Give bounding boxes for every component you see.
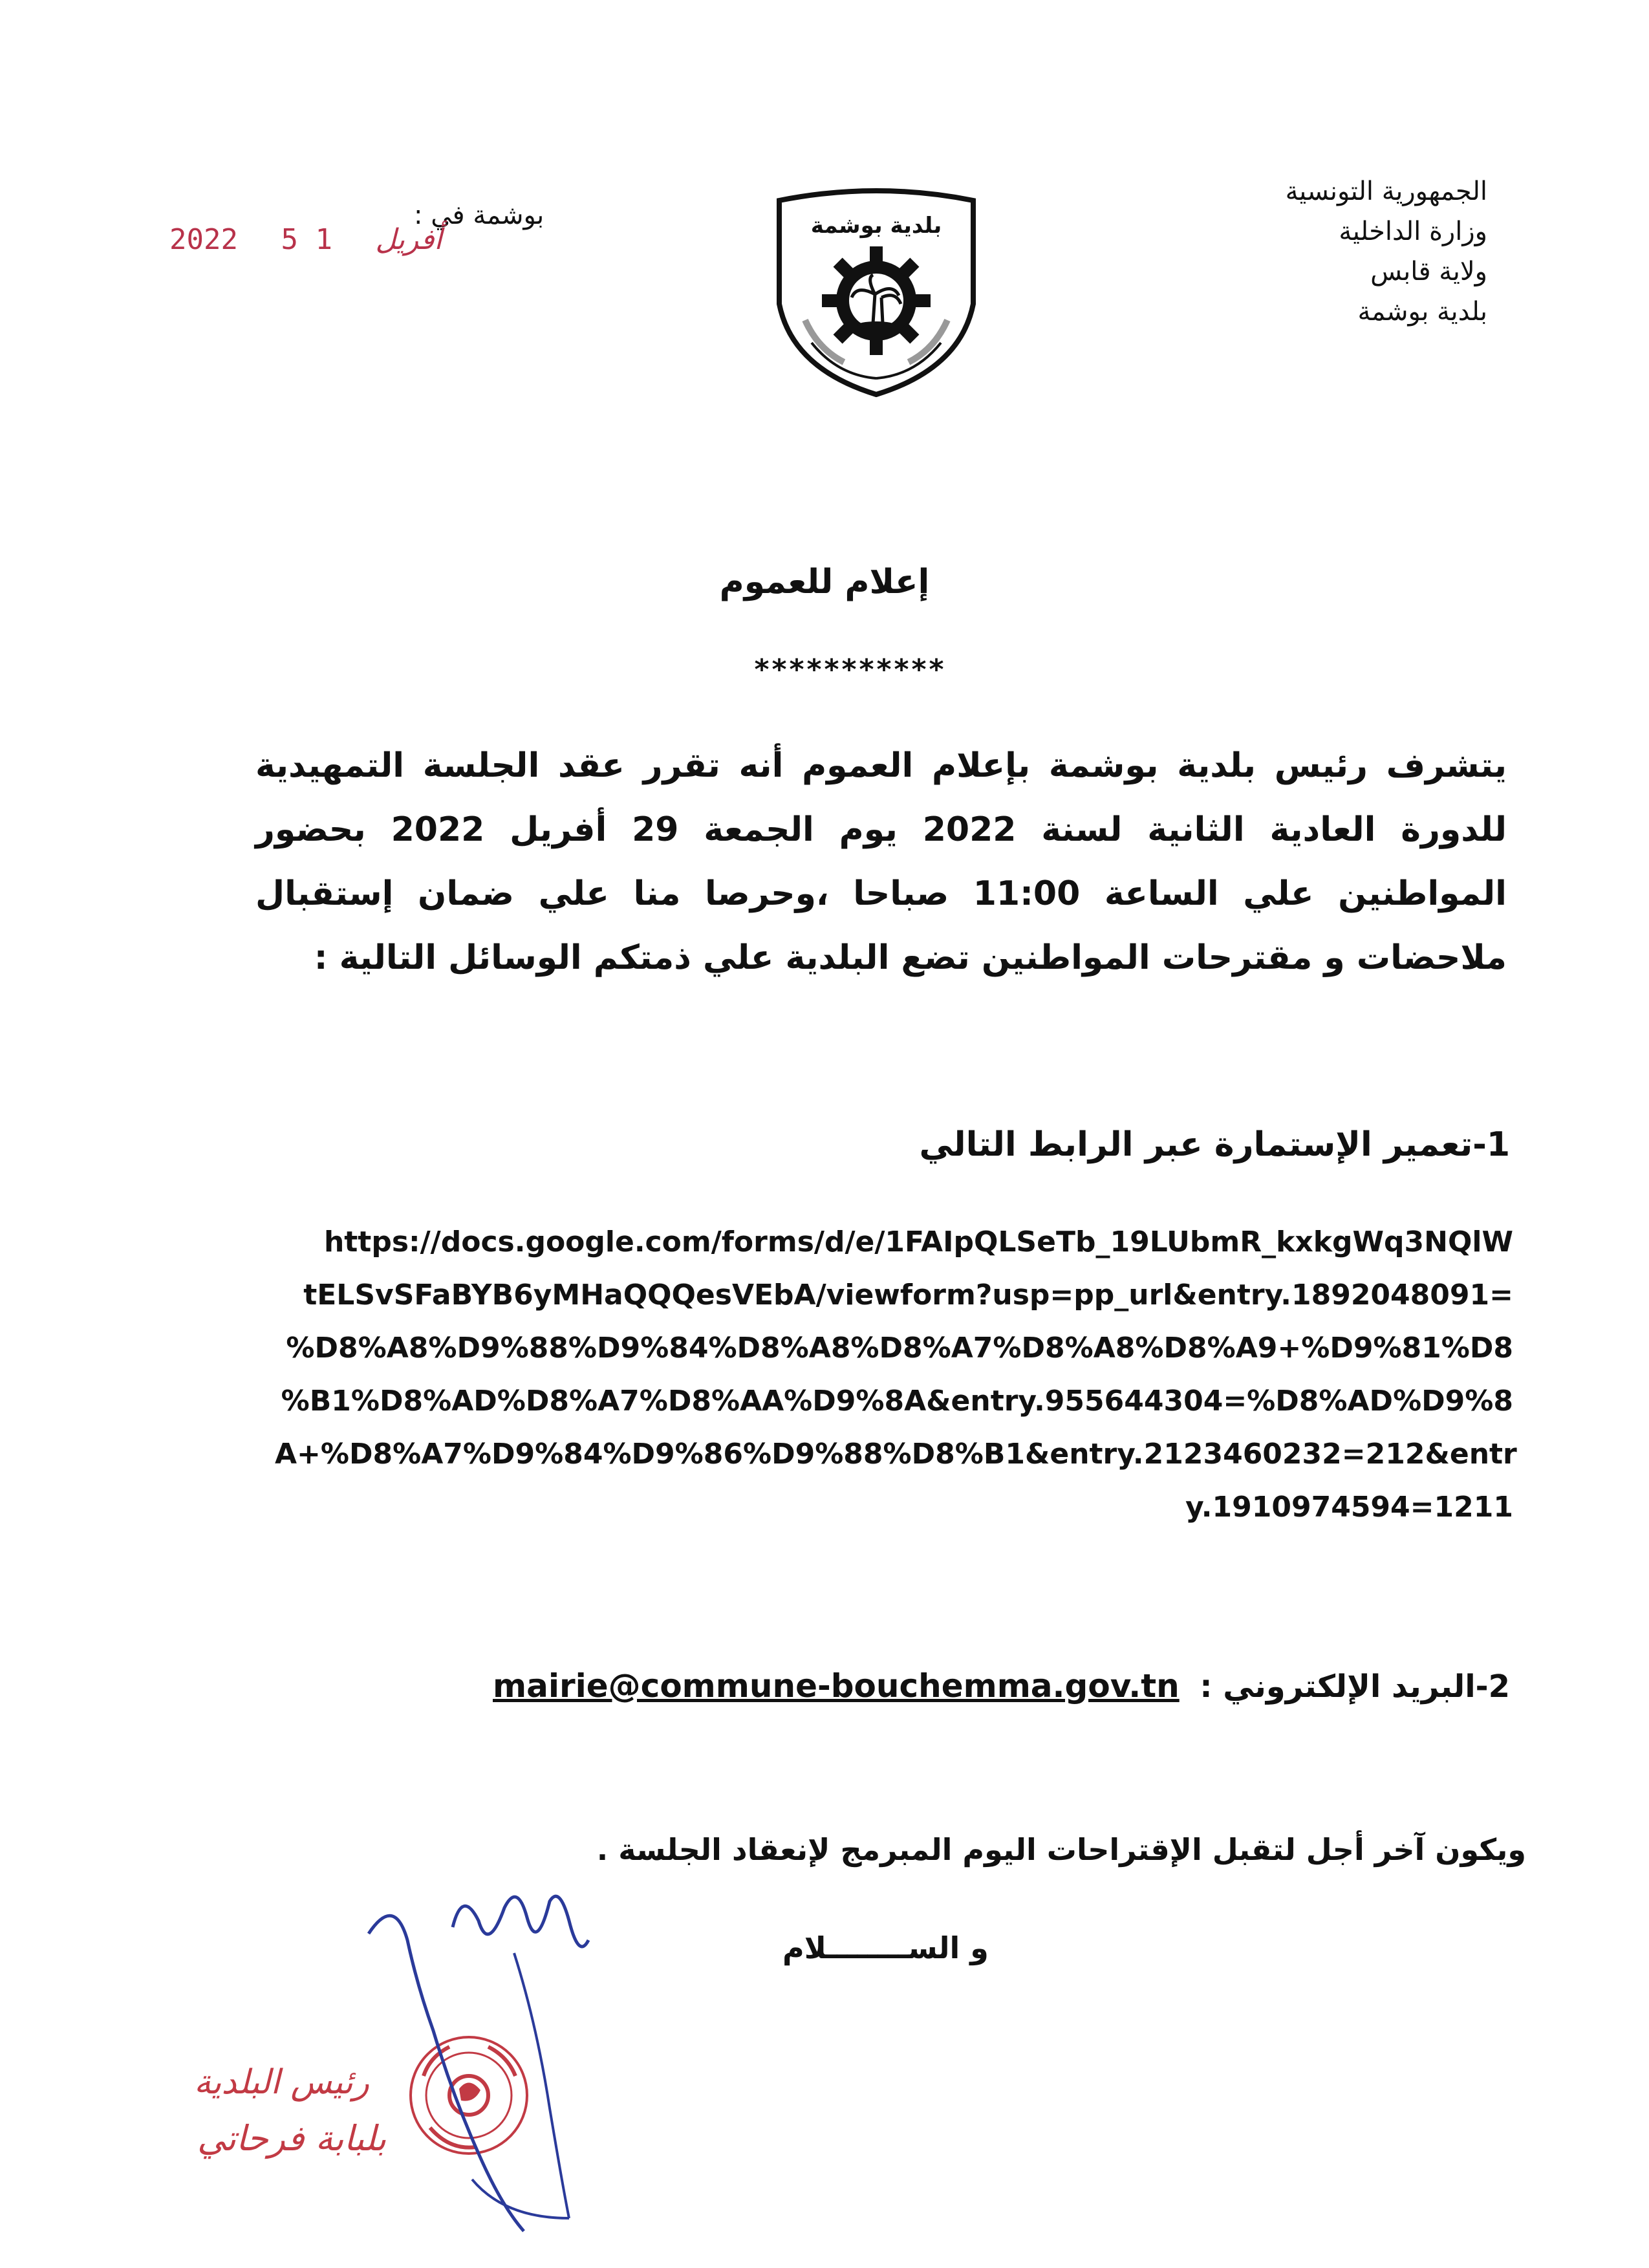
section1-heading: 1-تعمير الإستمارة عبر الرابط التالي [919, 1125, 1510, 1164]
form-link-line[interactable]: A+%D8%A7%D9%84%D9%86%D9%88%D8%B1&entry.2123460232=212&entr [275, 1438, 1517, 1471]
page-title: إعلام للعموم [719, 563, 930, 601]
date-stamp [169, 223, 468, 256]
header-line-ministry: وزارة الداخلية [1339, 217, 1487, 246]
header-line-governorate: ولاية قابس [1370, 257, 1487, 286]
form-link[interactable] [275, 1216, 1517, 1534]
header-line-republic: الجمهورية التونسية [1285, 177, 1487, 206]
form-link-line[interactable]: %D8%A8%D9%88%D9%84%D8%A8%D8%A7%D8%A8%D8%A9+%D9%81%D8 [286, 1332, 1513, 1365]
form-link-line[interactable]: %B1%D8%AD%D8%A7%D8%AA%D9%8A&entry.955644304=%D8%AD%D9%8 [281, 1385, 1513, 1418]
date-year: 2022 [169, 223, 238, 256]
form-link-line[interactable]: y.1910974594=1211 [1185, 1491, 1513, 1524]
municipality-logo [766, 188, 986, 401]
notice-body: يتشرف رئيس بلدية بوشمة بإعلام العموم أنه تقرر عقد الجلسة التمهيدية للدورة العادية الثانية لسنة 2022 يوم الجمعة 29 أفريل 2022 بحضور المواطنين علي الساعة 11:00 صباحا ،وحرصا منا علي ضمان إستقبال ملاحضات و مقترحات المواطنين تضع البلدية علي ذمتكم الوسائل التالية : [255, 746, 1507, 977]
section2-label: 2-البريد الإلكتروني : [1200, 1669, 1510, 1705]
signatory-name: بلبابة فرحاتي [197, 2118, 387, 2159]
date-day: 1 5 [281, 223, 332, 256]
handwritten-signature-icon [356, 1882, 601, 2244]
header-line-municipality: بلدية بوشمة [1357, 297, 1487, 327]
header-authority [1035, 171, 1487, 332]
form-link-line[interactable]: https://docs.google.com/forms/d/e/1FAIpQLSeTb_19LUbmR_kxkgWq3NQlW [323, 1226, 1513, 1258]
signatory-title: رئيس البلدية [194, 2063, 369, 2102]
date-month: أفريل [375, 223, 442, 256]
logo-text: بلدية بوشمة [810, 213, 942, 239]
deadline-note: ويكون آخر أجل لتقبل الإقتراحات اليوم المبرمج لإنعقاد الجلسة . [596, 1832, 1526, 1867]
date-label: بوشمة في : [414, 200, 544, 230]
email-link[interactable]: mairie@commune-bouchemma.gov.tn [493, 1667, 1180, 1705]
closing-salutation: و الســــــــلام [782, 1930, 989, 1965]
title-separator: *********** [754, 653, 947, 686]
form-link-line[interactable]: tELSvSFaBYB6yMHaQQQesVEbA/viewform?usp=pp_url&entry.1892048091= [303, 1279, 1513, 1312]
